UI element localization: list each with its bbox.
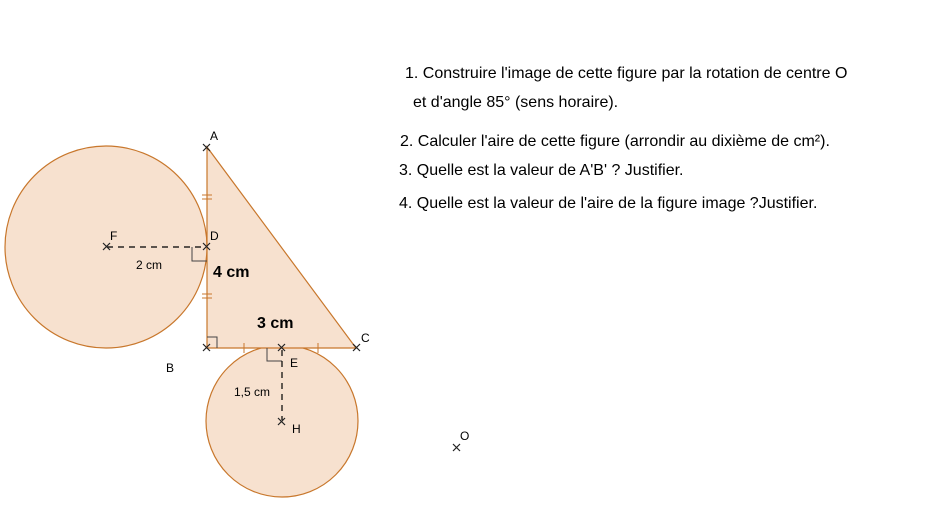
label-c: C	[361, 331, 370, 345]
question-1: 1. Construire l'image de cette figure par la rotation de centre O	[405, 65, 848, 82]
point-o-marker	[453, 444, 460, 451]
measure-ab: 4 cm	[213, 264, 250, 281]
label-b: B	[166, 361, 175, 375]
label-d: D	[210, 229, 219, 243]
measure-radius-f: 2 cm	[136, 258, 163, 272]
label-a: A	[210, 129, 219, 143]
label-f: F	[110, 229, 118, 243]
question-4: 4. Quelle est la valeur de l'aire de la figure image ?Justifier.	[399, 195, 818, 212]
question-2: 2. Calculer l'aire de cette figure (arrondir au dixième de cm²).	[400, 133, 830, 150]
measure-bc: 3 cm	[257, 315, 294, 332]
label-e: E	[290, 356, 299, 370]
measure-radius-h: 1,5 cm	[234, 385, 271, 399]
question-1-continued: et d'angle 85° (sens horaire).	[413, 94, 619, 111]
label-o: O	[460, 429, 470, 443]
question-3: 3. Quelle est la valeur de A'B' ? Justifier.	[399, 162, 684, 179]
label-h: H	[292, 422, 301, 436]
